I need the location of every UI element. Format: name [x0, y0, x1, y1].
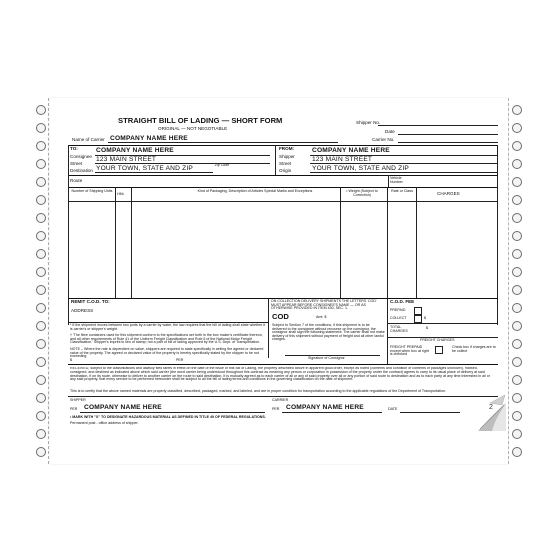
date-line: [398, 134, 498, 135]
page-curl-icon: [472, 393, 506, 431]
received-text: RECEIVED, subject to the classifications and lawfully filed tariffs in effect on the date of the issue of this Bill of Lading, the property described above in apparent good order, except as noted (contents and condition of contents of packages unknown), marked, consigned, and destined as indicated above which said carrier (the word carrier being understood throughout this contract as meaning any person or corporation in possession of the property under the contract) agrees to carry to its usual place of delivery at said destination, if on its route, otherwise to deliver to another carrier on the route to said destination. It is mutually agreed as to each carrier of all or any of said property over all or any portion of said route to destination and as to each party at any time interested in all or any said property, that every service to be performed hereunder shall be subject to all the bill of lading terms and conditions in the governing classification on the date of shipment.: [70, 367, 490, 382]
to-heading: TO:: [70, 146, 78, 151]
cod-text: COD: [272, 312, 289, 321]
pinfeed-hole: [512, 285, 522, 295]
pinfeed-hole: [512, 447, 522, 457]
pinfeed-hole: [36, 105, 46, 115]
carrier-sign-label: CARRIER: [272, 398, 289, 402]
declared-dollar: $: [70, 358, 72, 362]
declared-per-label: PER: [176, 358, 184, 362]
collect-label: COLLECT: [390, 316, 407, 320]
shipper-sign-line: [80, 412, 265, 413]
pinfeed-hole: [512, 159, 522, 169]
carrier-sign-line: [282, 412, 382, 413]
pinfeed-hole: [36, 141, 46, 151]
left-perforation: [48, 98, 49, 464]
pinfeed-hole: [36, 357, 46, 367]
freight-prepaid-label: FREIGHT PREPAID except when box at right is checked: [390, 345, 429, 357]
pinfeed-hole: [512, 105, 522, 115]
vehicle-divider: [388, 175, 389, 187]
prepaid-checkbox[interactable]: [414, 307, 422, 315]
pinfeed-hole: [512, 393, 522, 403]
col-line-3: [340, 187, 341, 298]
from-line-1: [310, 155, 498, 156]
signature-consignor-label: Signature of Consignor: [308, 356, 345, 360]
cod-fee-label: C.O.D. FEE: [390, 299, 415, 304]
svg-text:2: 2: [489, 404, 493, 411]
consignee-street: 123 MAIN STREET: [96, 156, 157, 163]
hazmat-text: • MARK WITH "X" TO DESIGNATE HAZARDOUS MATERIAL AS DEFINED IN TITLE 49 OF FEDERAL REGULATIONS.: [70, 415, 266, 419]
col-units: Number of Shipping Units: [71, 189, 113, 193]
origin-label: Origin: [279, 168, 292, 173]
pinfeed-hole: [36, 123, 46, 133]
pinfeed-hole: [36, 159, 46, 169]
pinfeed-hole: [36, 429, 46, 439]
pinfeed-hole: [512, 357, 522, 367]
pinfeed-hole: [36, 411, 46, 421]
pinfeed-hole: [512, 429, 522, 439]
form-title: STRAIGHT BILL OF LADING — SHORT FORM: [118, 116, 283, 125]
destination-label: Destination: [70, 168, 93, 173]
col-charges: CHARGES: [437, 191, 460, 196]
col-rate: Rate or Class: [391, 189, 413, 193]
right-pinfeed-strip: [508, 98, 524, 464]
sign-date-line: [400, 412, 460, 413]
note-fibre-containers: † 'The fibre containers used for this shipment conform to the specifications set forth in the box maker's certificate thereon, and all other requirements of Rule 41 of the Uniform Freight Classification and Rule 5 of the National Motor Freight Classification.' Shipper's imprint in lieu of stamp; not a part of bill of lading approved by the U.S. Dept. of Transportation.: [70, 333, 263, 345]
carrier-no-line: [398, 142, 498, 143]
from-street-label: Street: [279, 161, 292, 166]
carrier-sign-name: COMPANY NAME HERE: [286, 404, 364, 411]
pinfeed-hole: [36, 393, 46, 403]
shipper-name: COMPANY NAME HERE: [312, 147, 390, 154]
freight-charges-label: FREIGHT CHARGES: [420, 338, 455, 342]
pinfeed-hole: [36, 303, 46, 313]
rule-signatures: [68, 396, 498, 397]
address-label: ADDRESS: [71, 308, 94, 313]
shipper-per-label: PER: [70, 407, 78, 411]
pinfeed-hole: [512, 213, 522, 223]
pinfeed-hole: [36, 267, 46, 277]
consignee-name: COMPANY NAME HERE: [96, 147, 174, 154]
shipper-no-line: [378, 125, 498, 126]
col-kind: Kind of Packaging, Description of Articles Special Marks and Exceptions: [197, 189, 313, 193]
pinfeed-hole: [512, 249, 522, 259]
shipper-no-label: Shipper No.: [356, 120, 381, 125]
pinfeed-hole: [36, 195, 46, 205]
shipper-city: YOUR TOWN, STATE AND ZIP: [312, 165, 409, 172]
to-line-1: [95, 155, 270, 156]
amt-label: Amt: $: [316, 315, 327, 319]
col-line-2: [131, 187, 132, 298]
pinfeed-hole: [36, 339, 46, 349]
from-line-2: [310, 163, 498, 164]
col-weight: • Weight (Subject to Correction): [346, 189, 378, 197]
col-line-5: [416, 187, 417, 298]
pinfeed-hole: [512, 195, 522, 205]
consignee-label: Consignee: [70, 154, 92, 159]
cod-dollar: $: [424, 316, 426, 320]
remit-cod-label: REMIT C.O.D. TO:: [71, 299, 110, 304]
pinfeed-hole: [512, 303, 522, 313]
pinfeed-hole: [36, 375, 46, 385]
col-line-1: [115, 187, 116, 298]
from-line-3: [310, 172, 498, 173]
date-label: Date: [385, 129, 395, 134]
check-box-label: Check box if charges are to be collect: [452, 345, 496, 353]
pinfeed-hole: [36, 249, 46, 259]
carrier-per-label: PER: [272, 407, 280, 411]
total-charges-label: TOTAL CHARGES: [390, 325, 408, 333]
shipper-sign-label: SHIPPER: [70, 398, 86, 402]
collect-checkbox[interactable]: [414, 315, 422, 323]
pinfeed-hole: [512, 375, 522, 385]
left-pinfeed-strip: [32, 98, 48, 464]
shipper-sign-name: COMPANY NAME HERE: [84, 404, 162, 411]
to-line-2: [95, 163, 270, 164]
permanent-address-label: Permanent post - office address of shipper.: [70, 421, 139, 425]
freight-collect-checkbox[interactable]: [435, 346, 443, 354]
pinfeed-hole: [36, 177, 46, 187]
pinfeed-hole: [512, 321, 522, 331]
shipper-street: 123 MAIN STREET: [312, 156, 373, 163]
pinfeed-hole: [512, 177, 522, 187]
pinfeed-hole: [512, 411, 522, 421]
name-of-carrier-label: Name of Carrier: [72, 137, 105, 142]
remit-divider: [268, 298, 269, 358]
zip-code-label: Zip Code: [214, 163, 230, 167]
note-carrier-by-water: * If the shipment moves between two ports by a carrier by water, the law requires that the bill of lading shall state whether it is carrier's or shipper's weight.: [70, 323, 266, 331]
consignee-city: YOUR TOWN, STATE AND ZIP: [96, 165, 193, 172]
col-line-4: [387, 187, 388, 298]
carrier-name-line: [108, 142, 338, 143]
route-label: Route: [70, 178, 83, 183]
to-street-label: Street: [70, 161, 83, 166]
pinfeed-hole: [36, 447, 46, 457]
col-hm: HM•: [117, 192, 124, 196]
cod-fee-divider: [387, 298, 388, 364]
pinfeed-hole: [36, 213, 46, 223]
from-heading: FROM:: [279, 146, 295, 151]
carrier-no-label: Carrier No.: [372, 137, 395, 142]
carrier-name: COMPANY NAME HERE: [110, 135, 188, 142]
pinfeed-hole: [36, 321, 46, 331]
sign-date-label: DATE: [388, 407, 398, 411]
pinfeed-hole: [36, 285, 46, 295]
rule-table-header: [68, 201, 498, 202]
form-subtitle: ORIGINAL — NOT NEGOTIABLE: [158, 126, 228, 131]
pinfeed-hole: [36, 231, 46, 241]
to-from-divider: [275, 145, 276, 175]
note-declared-value: NOTE – Where the rate is dependent on value, shippers are required to state specifically in writing the agreed or declared value of the property. The agreed or declared value of the property is hereby specifically stated by the shipper to be not exceeding: [70, 347, 264, 359]
pinfeed-hole: [512, 267, 522, 277]
pinfeed-hole: [512, 339, 522, 349]
prepaid-label: PREPAID: [390, 308, 406, 312]
pinfeed-hole: [512, 141, 522, 151]
rule-received: [68, 364, 498, 365]
right-perforation: [508, 98, 509, 464]
certify-text: This is to certify that the above named materials are properly classified, described, packaged, marked, and labeled, and are in proper condition for transportation according to the applicable regulations of the Department of Transportation.: [70, 389, 446, 393]
total-dollar: $: [426, 326, 428, 330]
vehicle-number-label: Vehicle Number: [390, 176, 403, 184]
pinfeed-hole: [512, 123, 522, 133]
cod-notice: ON COLLECTION DELIVERY SHIPMENTS THE LETTERS 'COD' MUST APPEAR BEFORE CONSIGNEE'S NAME — OR AS OTHERWISE PROVIDED IN ITEM 430, SEC. 1.: [271, 299, 377, 311]
rule-route: [68, 175, 498, 176]
rule-total: [387, 323, 498, 324]
to-line-3: [95, 172, 213, 173]
pinfeed-hole: [512, 231, 522, 241]
section-7-text: Subject to Section 7 of the conditions, if this shipment is to be delivered to the consignee without recourse on the consignor, the consignor shall sign the following statement: The carrier shall not make delivery of this shipment without payment of freight and all other lawful charges.: [272, 323, 385, 342]
shipper-label: Shipper: [279, 154, 295, 159]
